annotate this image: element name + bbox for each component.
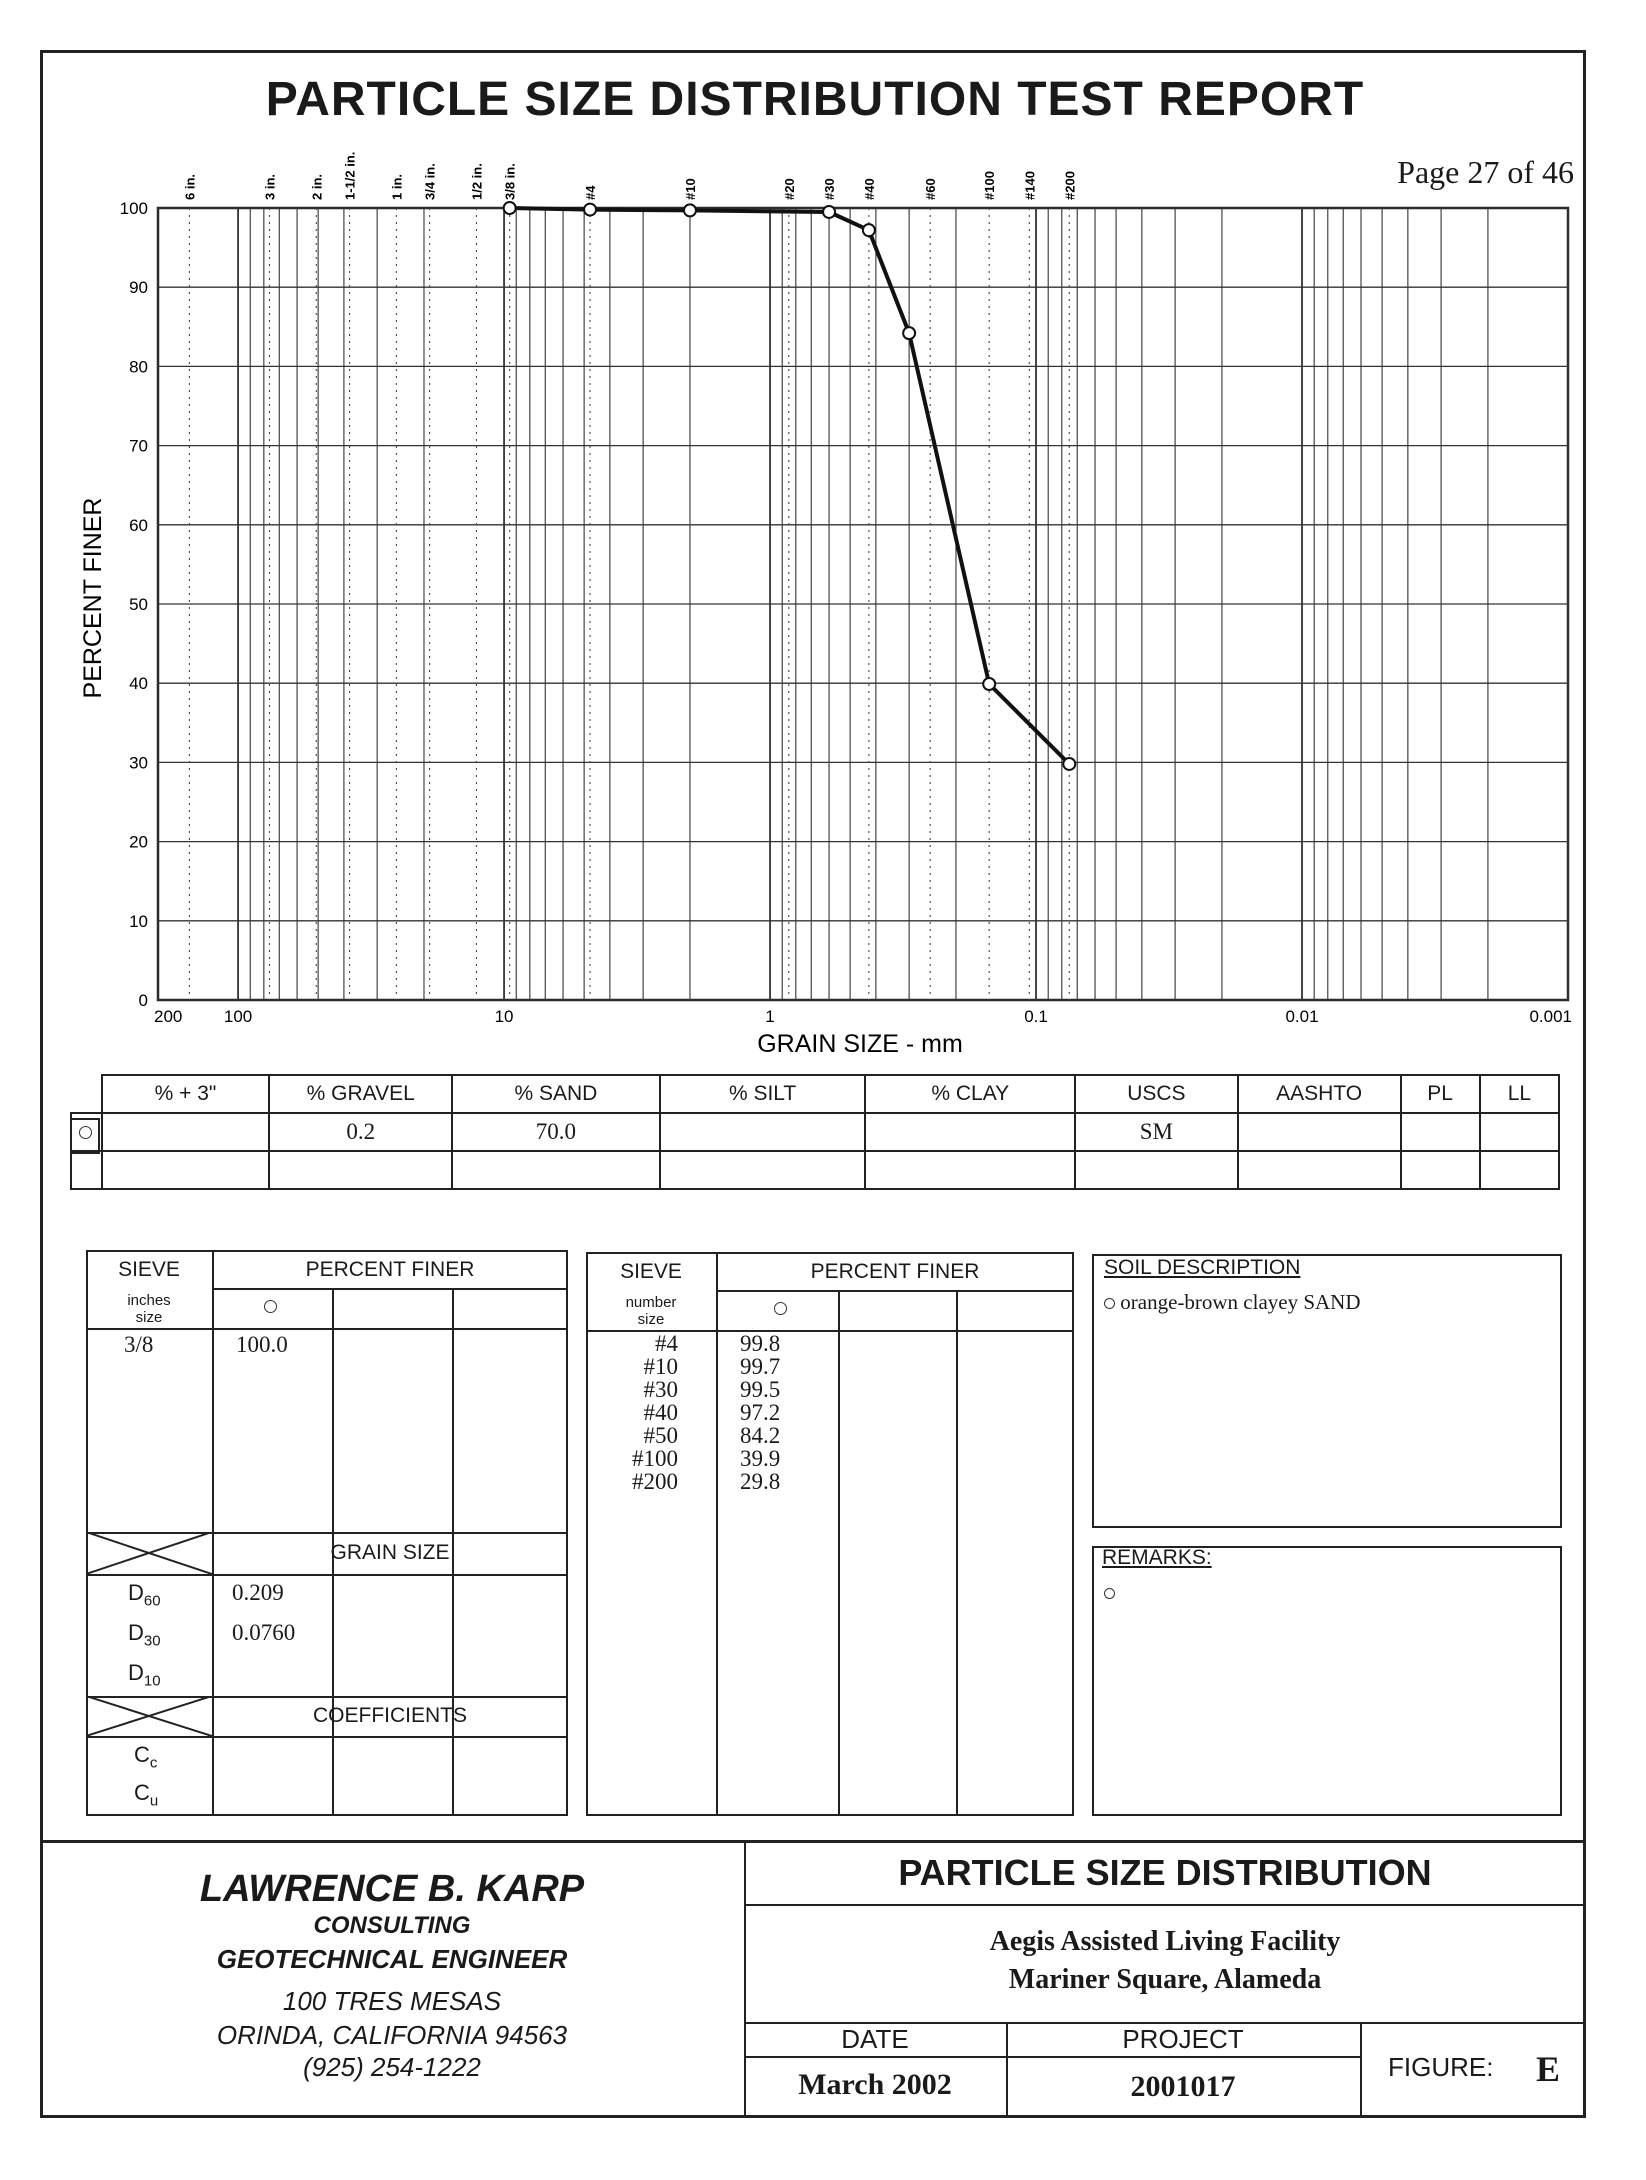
value-silt bbox=[660, 1113, 866, 1151]
value-aashto bbox=[1238, 1113, 1401, 1151]
sieve-inches-size-0: 3/8 bbox=[124, 1332, 154, 1357]
value-plus3 bbox=[102, 1113, 270, 1151]
y-tick-label: 0 bbox=[138, 991, 148, 1010]
value-pl bbox=[1401, 1113, 1480, 1151]
sieve-label: #60 bbox=[923, 178, 939, 200]
value-gravel: 0.2 bbox=[269, 1113, 452, 1151]
header-plus3: % + 3" bbox=[102, 1075, 270, 1113]
header-ll: LL bbox=[1480, 1075, 1559, 1113]
value-uscs: SM bbox=[1075, 1113, 1237, 1151]
d10-label: $D_{10}$ bbox=[128, 1660, 161, 1690]
value-sand: 70.0 bbox=[452, 1113, 660, 1151]
sieve-label: #100 bbox=[982, 171, 998, 200]
sieve-number-value: 29.8 bbox=[740, 1469, 781, 1494]
project-label: PROJECT bbox=[1122, 2024, 1244, 2054]
sieve-number-sub2: size bbox=[637, 1311, 665, 1328]
x-tick-label: 200 bbox=[154, 1007, 183, 1026]
company-name: LAWRENCE B. KARP bbox=[199, 1868, 585, 1910]
d60-label: $D_{60}$ bbox=[128, 1580, 161, 1610]
header-aashto: AASHTO bbox=[1238, 1075, 1401, 1113]
remarks-box bbox=[1092, 1546, 1562, 1816]
sieve-label: #200 bbox=[1062, 171, 1078, 200]
d60-value: 0.209 bbox=[232, 1580, 284, 1605]
footer-divider bbox=[40, 1840, 1586, 1843]
sieve-number-value: 39.9 bbox=[740, 1446, 781, 1471]
sieve-label: 1 in. bbox=[389, 173, 405, 200]
project-name-line2: Mariner Square, Alameda bbox=[1008, 1964, 1322, 1995]
x-tick-label: 100 bbox=[223, 1007, 253, 1026]
summary-table bbox=[70, 1074, 1560, 1190]
header-uscs: USCS bbox=[1075, 1075, 1237, 1113]
sieve-inches-sub2: size bbox=[135, 1309, 163, 1326]
data-point bbox=[684, 204, 696, 216]
company-phone: (925) 254-1222 bbox=[303, 2052, 481, 2082]
sieve-label: #20 bbox=[781, 178, 797, 200]
header-gravel: % GRAVEL bbox=[269, 1075, 452, 1113]
sieve-label: 3/4 in. bbox=[422, 163, 438, 200]
d30-label: $D_{30}$ bbox=[128, 1620, 161, 1650]
doc-title: PARTICLE SIZE DISTRIBUTION bbox=[898, 1852, 1432, 1893]
y-tick-label: 40 bbox=[129, 674, 148, 694]
x-axis-label: GRAIN SIZE - mm bbox=[757, 1030, 963, 1058]
x-tick-labels bbox=[154, 1007, 1572, 1026]
x-tick-label: 10 bbox=[494, 1007, 514, 1026]
data-point bbox=[504, 202, 516, 214]
y-tick-label: 80 bbox=[129, 357, 148, 377]
y-tick-label: 20 bbox=[129, 832, 148, 852]
data-point bbox=[823, 206, 835, 218]
sieve-label: 1/2 in. bbox=[469, 163, 485, 200]
company-address2: ORINDA, CALIFORNIA 94563 bbox=[216, 2020, 568, 2050]
y-tick-label: 10 bbox=[129, 911, 148, 931]
header-pl: PL bbox=[1401, 1075, 1480, 1113]
sieve-number-sub1: number bbox=[625, 1294, 677, 1311]
sieve-inches-col2: PERCENT FINER bbox=[305, 1258, 475, 1281]
sample-symbol-icon bbox=[1104, 1298, 1115, 1309]
data-point bbox=[903, 327, 915, 339]
date-label: DATE bbox=[841, 2024, 909, 2054]
value-ll bbox=[1480, 1113, 1559, 1151]
sieve-markers bbox=[182, 152, 1077, 1000]
sieve-inches-sub1: inches bbox=[127, 1292, 171, 1309]
sieve-number-size: #40 bbox=[643, 1400, 678, 1425]
y-tick-labels bbox=[120, 199, 148, 1010]
sieve-number-value: 99.8 bbox=[740, 1331, 781, 1356]
report-title: PARTICLE SIZE DISTRIBUTION TEST REPORT bbox=[265, 73, 1365, 126]
y-tick-label: 70 bbox=[129, 436, 148, 456]
coefficients-header: COEFFICIENTS bbox=[312, 1704, 467, 1727]
value-clay bbox=[865, 1113, 1075, 1151]
y-tick-label: 100 bbox=[119, 199, 148, 218]
sample-symbol-icon bbox=[264, 1300, 277, 1313]
sieve-number-size: #50 bbox=[643, 1423, 678, 1448]
y-tick-label: 60 bbox=[129, 515, 148, 535]
summary-table-wrap bbox=[70, 1074, 1560, 1190]
x-tick-label: 0.01 bbox=[1285, 1007, 1319, 1026]
y-axis-label: PERCENT FINER bbox=[79, 497, 107, 699]
sieve-number-size: #100 bbox=[632, 1446, 678, 1471]
project-value: 2001017 bbox=[1130, 2070, 1236, 2103]
company-line1: CONSULTING bbox=[313, 1912, 471, 1939]
x-tick-label: 1 bbox=[765, 1007, 775, 1026]
date-value: March 2002 bbox=[798, 2068, 952, 2101]
sieve-label: #30 bbox=[822, 178, 838, 200]
figure-value: E bbox=[1536, 2049, 1561, 2089]
company-address1: 100 TRES MESAS bbox=[282, 1986, 502, 2016]
soil-description-text: orange-brown clayey SAND bbox=[1104, 1290, 1361, 1315]
x-tick-label: 0.1 bbox=[1024, 1007, 1048, 1026]
project-name-line1: Aegis Assisted Living Facility bbox=[989, 1926, 1341, 1957]
sieve-number-value: 84.2 bbox=[740, 1423, 781, 1448]
sieve-number-size: #30 bbox=[643, 1377, 678, 1402]
y-tick-label: 50 bbox=[129, 595, 148, 614]
data-point bbox=[1063, 758, 1075, 770]
sieve-number-size: #200 bbox=[632, 1469, 678, 1494]
sieve-number-col2: PERCENT FINER bbox=[810, 1260, 980, 1283]
cross-out-icon bbox=[86, 1696, 212, 1736]
header-sand: % SAND bbox=[452, 1075, 660, 1113]
sieve-label: #40 bbox=[861, 178, 877, 200]
data-point bbox=[983, 678, 995, 690]
sieve-number-value: 99.5 bbox=[740, 1377, 781, 1402]
sieve-number-size: #4 bbox=[655, 1331, 678, 1356]
soil-description-header: SOIL DESCRIPTION bbox=[1104, 1256, 1301, 1279]
sieve-number-value: 97.2 bbox=[740, 1400, 781, 1425]
sieve-number-size: #10 bbox=[643, 1354, 678, 1379]
header-silt: % SILT bbox=[660, 1075, 866, 1113]
cc-label: $C_c$ bbox=[134, 1742, 158, 1772]
sieve-label: #10 bbox=[682, 178, 698, 200]
x-tick-label: 0.001 bbox=[1529, 1007, 1572, 1026]
sieve-inches-value-0: 100.0 bbox=[236, 1332, 288, 1357]
cross-out-icon bbox=[86, 1532, 212, 1574]
sieve-label: 3 in. bbox=[262, 173, 278, 200]
sample-symbol-icon bbox=[1104, 1588, 1115, 1599]
page-number: Page 27 of 46 bbox=[1397, 154, 1574, 190]
data-point bbox=[863, 224, 875, 236]
sieve-label: #4 bbox=[583, 185, 599, 200]
sieve-number-value: 99.7 bbox=[740, 1354, 781, 1379]
data-point bbox=[584, 204, 596, 216]
sieve-label: 1-1/2 in. bbox=[342, 151, 358, 200]
sieve-label: 2 in. bbox=[309, 173, 325, 200]
d30-value: 0.0760 bbox=[232, 1620, 296, 1645]
sample-symbol-icon bbox=[774, 1302, 787, 1315]
particle-size-chart bbox=[0, 0, 1646, 1060]
sieve-label: 3/8 in. bbox=[502, 163, 518, 200]
header-clay: % CLAY bbox=[865, 1075, 1075, 1113]
y-tick-label: 90 bbox=[129, 278, 148, 298]
company-line2: GEOTECHNICAL ENGINEER bbox=[216, 1944, 568, 1974]
sieve-label: #140 bbox=[1022, 171, 1038, 200]
cu-label: $C_u$ bbox=[134, 1780, 159, 1810]
grain-size-header: GRAIN SIZE bbox=[330, 1541, 450, 1564]
y-tick-label: 30 bbox=[129, 753, 148, 773]
sieve-number-col1: SIEVE bbox=[620, 1260, 682, 1283]
chart-grid bbox=[158, 208, 1568, 1000]
figure-label: FIGURE: bbox=[1388, 2052, 1494, 2082]
remarks-header: REMARKS: bbox=[1102, 1546, 1212, 1569]
sieve-inches-col1: SIEVE bbox=[118, 1258, 180, 1281]
sieve-label: 6 in. bbox=[182, 173, 198, 200]
